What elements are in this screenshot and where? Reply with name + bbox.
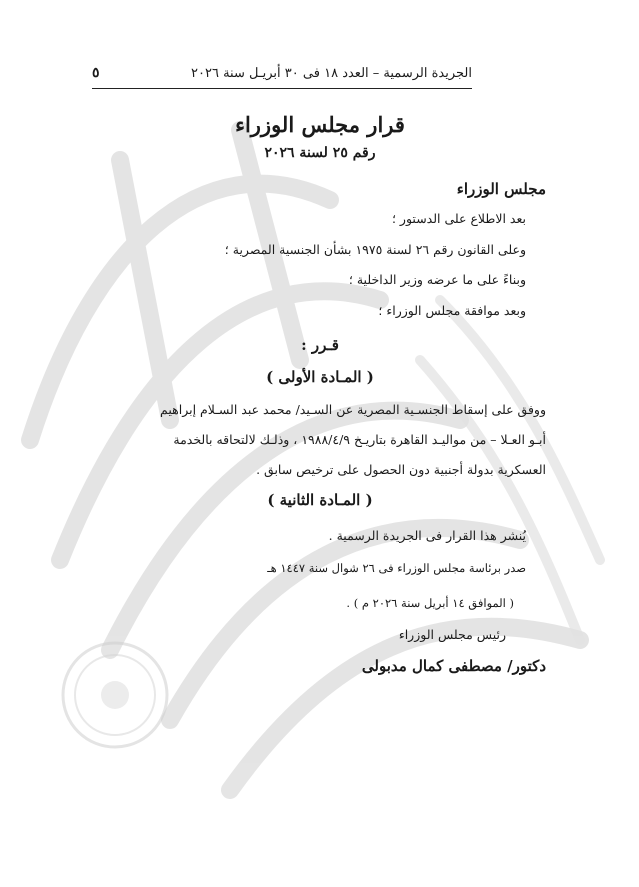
article-1-line: أبـو العـلا – من مواليـد القاهرة بتاريـخ ١٩٨٨/٤/٩ ، وذلـك لالتحاقه بالخدمة bbox=[173, 432, 546, 447]
issuer-heading: مجلس الوزراء bbox=[456, 180, 546, 198]
issue-date-line: صدر برئاسة مجلس الوزراء فى ٢٦ شوال سنة ١٤٤٧ هـ bbox=[267, 561, 526, 575]
gazette-header-title: الجريدة الرسمية – العدد ١٨ فى ٣٠ أبريـل سنة ٢٠٢٦ bbox=[191, 65, 472, 81]
preamble-line: بعد الاطلاع على الدستور ؛ bbox=[391, 211, 526, 226]
article-2-line: يُنشر هذا القرار فى الجريدة الرسمية . bbox=[328, 528, 526, 543]
article-1-line: العسكرية بدولة أجنبية دون الحصول على ترخيص سابق . bbox=[256, 462, 546, 477]
header-divider bbox=[92, 88, 472, 89]
decree-title: قرار مجلس الوزراء bbox=[235, 112, 405, 137]
page-number: ٥ bbox=[92, 65, 100, 81]
decree-number: رقم ٢٥ لسنة ٢٠٢٦ bbox=[264, 145, 376, 161]
gregorian-date-line: ( الموافق ١٤ أبريل سنة ٢٠٢٦ م ) . bbox=[346, 596, 514, 610]
preamble-line: وبناءً على ما عرضه وزير الداخلية ؛ bbox=[348, 272, 526, 287]
article-1-heading: ( المـادة الأولى ) bbox=[266, 368, 374, 386]
signatory-name: دكتور/ مصطفى كمال مدبولى bbox=[361, 657, 546, 675]
article-1-line: ووفق على إسقاط الجنسـية المصرية عن السـيد/ محمد عبد السـلام إبراهيم bbox=[160, 402, 546, 417]
page-header bbox=[92, 60, 472, 86]
preamble-line: وبعد موافقة مجلس الوزراء ؛ bbox=[378, 303, 526, 318]
signatory-title: رئيس مجلس الوزراء bbox=[398, 627, 506, 642]
preamble-line: وعلى القانون رقم ٢٦ لسنة ١٩٧٥ بشأن الجنسية المصرية ؛ bbox=[224, 242, 526, 257]
decided-heading: قـرر : bbox=[301, 336, 339, 354]
article-2-heading: ( المـادة الثانية ) bbox=[267, 491, 373, 509]
